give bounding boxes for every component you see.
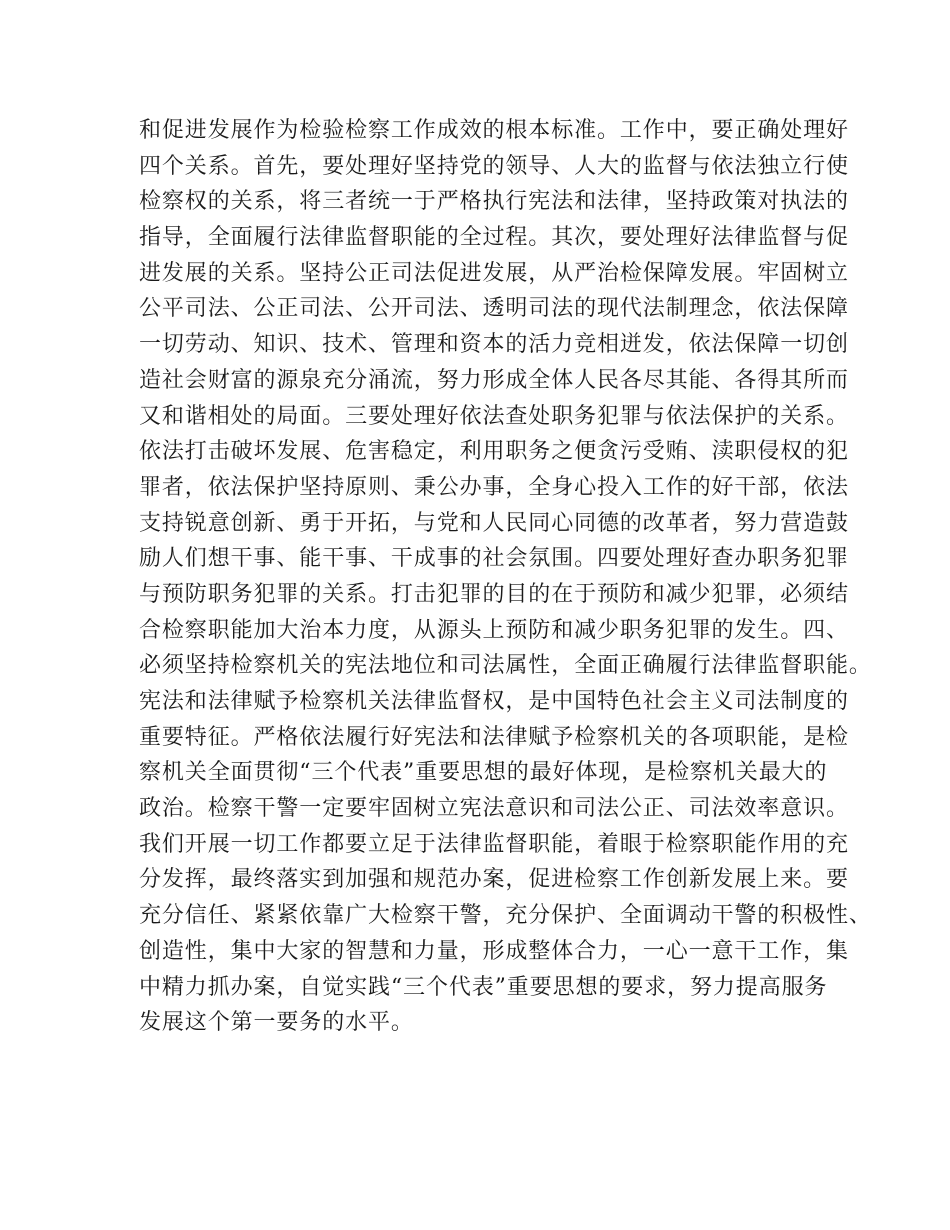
text-line: 我们开展一切工作都要立足于法律监督职能，着眼于检察职能作用的充 xyxy=(139,831,849,857)
text-line: 依法打击破坏发展、危害稳定，利用职务之便贪污受贿、渎职侵权的犯 xyxy=(139,439,849,465)
text-line: 发展这个第一要务的水平。 xyxy=(139,1010,414,1036)
text-line: 政治。检察干警一定要牢固树立宪法意识和司法公正、司法效率意识。 xyxy=(139,796,849,822)
text-line: 创造性，集中大家的智慧和力量，形成整体合力，一心一意干工作，集 xyxy=(139,938,849,964)
text-line: 罪者，依法保护坚持原则、秉公办事，全身心投入工作的好干部，依法 xyxy=(139,474,849,500)
text-line: 指导，全面履行法律监督职能的全过程。其次，要处理好法律监督与促 xyxy=(139,225,849,251)
text-line: 励人们想干事、能干事、干成事的社会氛围。四要处理好查办职务犯罪 xyxy=(139,546,849,572)
text-line: 进发展的关系。坚持公正司法促进发展，从严治检保障发展。牢固树立 xyxy=(139,260,849,286)
text-line: 公平司法、公正司法、公开司法、透明司法的现代法制理念，依法保障 xyxy=(139,296,849,322)
text-line: 充分信任、紧紧依靠广大检察干警，充分保护、全面调动干警的积极性、 xyxy=(139,903,872,929)
text-line: 和促进发展作为检验检察工作成效的根本标准。工作中，要正确处理好 xyxy=(139,118,849,143)
text-line: 合检察职能加大治本力度，从源头上预防和减少职务犯罪的发生。四、 xyxy=(139,617,849,643)
text-line: 又和谐相处的局面。三要处理好依法查处职务犯罪与依法保护的关系。 xyxy=(139,403,849,429)
text-line: 与预防职务犯罪的关系。打击犯罪的目的在于预防和减少犯罪，必须结 xyxy=(139,581,849,607)
text-line: 四个关系。首先，要处理好坚持党的领导、人大的监督与依法独立行使 xyxy=(139,153,849,179)
text-line: 察机关全面贯彻“三个代表”重要思想的最好体现，是检察机关最大的 xyxy=(139,760,828,786)
text-line: 分发挥，最终落实到加强和规范办案，促进检察工作创新发展上来。要 xyxy=(139,867,849,893)
text-line: 必须坚持检察机关的宪法地位和司法属性，全面正确履行法律监督职能。 xyxy=(139,653,872,679)
text-line: 中精力抓办案，自觉实践“三个代表”重要思想的要求，努力提高服务 xyxy=(139,974,828,1000)
text-line: 宪法和法律赋予检察机关法律监督权，是中国特色社会主义司法制度的 xyxy=(139,689,849,714)
body-paragraph xyxy=(139,113,872,1041)
text-line: 重要特征。严格依法履行好宪法和法律赋予检察机关的各项职能，是检 xyxy=(139,724,849,750)
text-line: 支持锐意创新、勇于开拓，与党和人民同心同德的改革者，努力营造鼓 xyxy=(139,510,849,536)
text-line: 检察权的关系，将三者统一于严格执行宪法和法律，坚持政策对执法的 xyxy=(139,189,849,215)
text-line: 一切劳动、知识、技术、管理和资本的活力竞相迸发，依法保障一切创 xyxy=(139,332,849,358)
text-line: 造社会财富的源泉充分涌流，努力形成全体人民各尽其能、各得其所而 xyxy=(139,367,849,393)
